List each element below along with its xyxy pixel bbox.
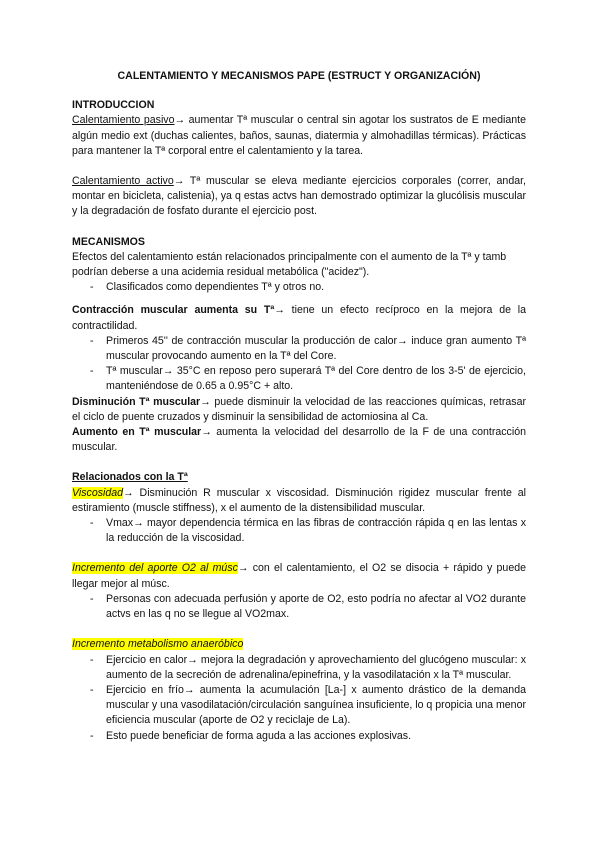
disminucion-bold: Disminución Tª muscular [72,395,201,408]
disminucion-text: → puede disminuir la velocidad de las reacciones químicas, retrasar el ciclo de puente cruzados y disminuir la sensibilidad de actomiosina al Ca. [72,395,526,423]
o2-paragraph [72,561,526,591]
viscosidad-paragraph [72,486,526,516]
disminucion-paragraph [72,395,526,425]
active-warmup-text: → Tª muscular se eleva mediante ejercicios corporales (correr, andar, montar en bicicleta, calistenia), ya q estas actvs han demostrado optimizar la glucólisis muscular y la degradación de fosfato durante el ejercicio post. [72,175,526,218]
term-active-warmup: Calentamiento activo [72,175,174,188]
o2-list [72,592,526,622]
intro-heading: INTRODUCCION [72,99,155,112]
list-item: - Tª muscular→ 35°C en reposo pero superará Tª del Core dentro de los 3-5' de ejercicio, manteniéndose de 0.65 a 0.95°C + alto. [72,364,526,394]
list-item: - Vmax→ mayor dependencia térmica en las fibras de contracción rápida q en las lentas x la reducción de la viscosidad. [72,516,526,546]
aumento-text: → aumenta la velocidad del desarrollo de la F de una contracción muscular. [72,426,526,454]
term-o2: Incremento del aporte O2 al músc [72,562,238,575]
relacionados-heading: Relacionados con la Tª [72,471,188,484]
list-item: - Clasificados como dependientes Tª y otros no. [72,280,526,295]
o2-text: → con el calentamiento, el O2 se disocia + rápido y puede llegar mejor al músc. [72,562,526,590]
metabolismo-list [72,653,526,744]
mecanismos-paragraph: Efectos del calentamiento están relacionados principalmente con el aumento de la Tª y tamb podrían deberse a una acidemia residual metabólica ("acidez"). [72,250,507,279]
list-item: - Esto puede beneficiar de forma aguda a las acciones explosivas. [72,729,526,744]
viscosidad-text: → Disminución R muscular x viscosidad. Disminución rigidez muscular frente al estiramiento (muscle stiffness), x el aumento de la distensibilidad muscular. [72,486,526,514]
contraccion-list [72,334,526,395]
list-item: - Ejercicio en calor→ mejora la degradación y aprovechamiento del glucógeno muscular: x aumento de la secreción de adrenalina/epinefrina, y la vasodilatación x la Tª muscular. [72,653,526,683]
mecanismos-list [72,280,526,295]
list-item: - Primeros 45'' de contracción muscular la producción de calor→ induce gran aumento Tª muscular provocando aumento en la Tª del Core. [72,334,526,364]
list-item: - Personas con adecuada perfusión y aporte de O2, esto podría no afectar al VO2 durante actvs en las q no se llegue al VO2max. [72,592,526,622]
viscosidad-list [72,516,526,546]
mecanismos-heading: MECANISMOS [72,235,145,248]
metabolismo-paragraph [72,637,526,652]
passive-warmup-text: → aumentar Tª muscular o central sin agotar los sustratos de E mediante algún medio ext (duchas calientes, baños, saunas, diatermia y almohadillas térmicas). Prácticas para mantener la Tª corporal entre el calentamiento y la tarea. [72,114,526,157]
document-title: CALENTAMIENTO Y MECANISMOS PAPE (ESTRUCT Y ORGANIZACIÓN) [117,70,481,82]
contraccion-bold: Contracción muscular aumenta su Tª [72,304,275,317]
intro-paragraph-active [72,174,526,220]
list-item: - Ejercicio en frío→ aumenta la acumulación [La-] x aumento drástico de la demanda muscular y una vasodilatación/circulación sanguínea insuficiente, lo q propicia una menor eficiencia muscular (aporte de O2 y reciclaje de La). [72,683,526,729]
contraccion-paragraph [72,303,526,333]
term-passive-warmup: Calentamiento pasivo [72,114,175,127]
document-body [72,69,526,744]
term-metabolismo: Incremento metabolismo anaeróbico [72,638,244,651]
aumento-bold: Aumento en Tª muscular [72,426,202,439]
term-viscosidad: Viscosidad [72,486,124,499]
intro-paragraph-passive [72,113,526,159]
contraccion-text: → tiene un efecto recíproco en la mejora de la contractilidad. [72,304,527,332]
aumento-paragraph [72,425,526,455]
